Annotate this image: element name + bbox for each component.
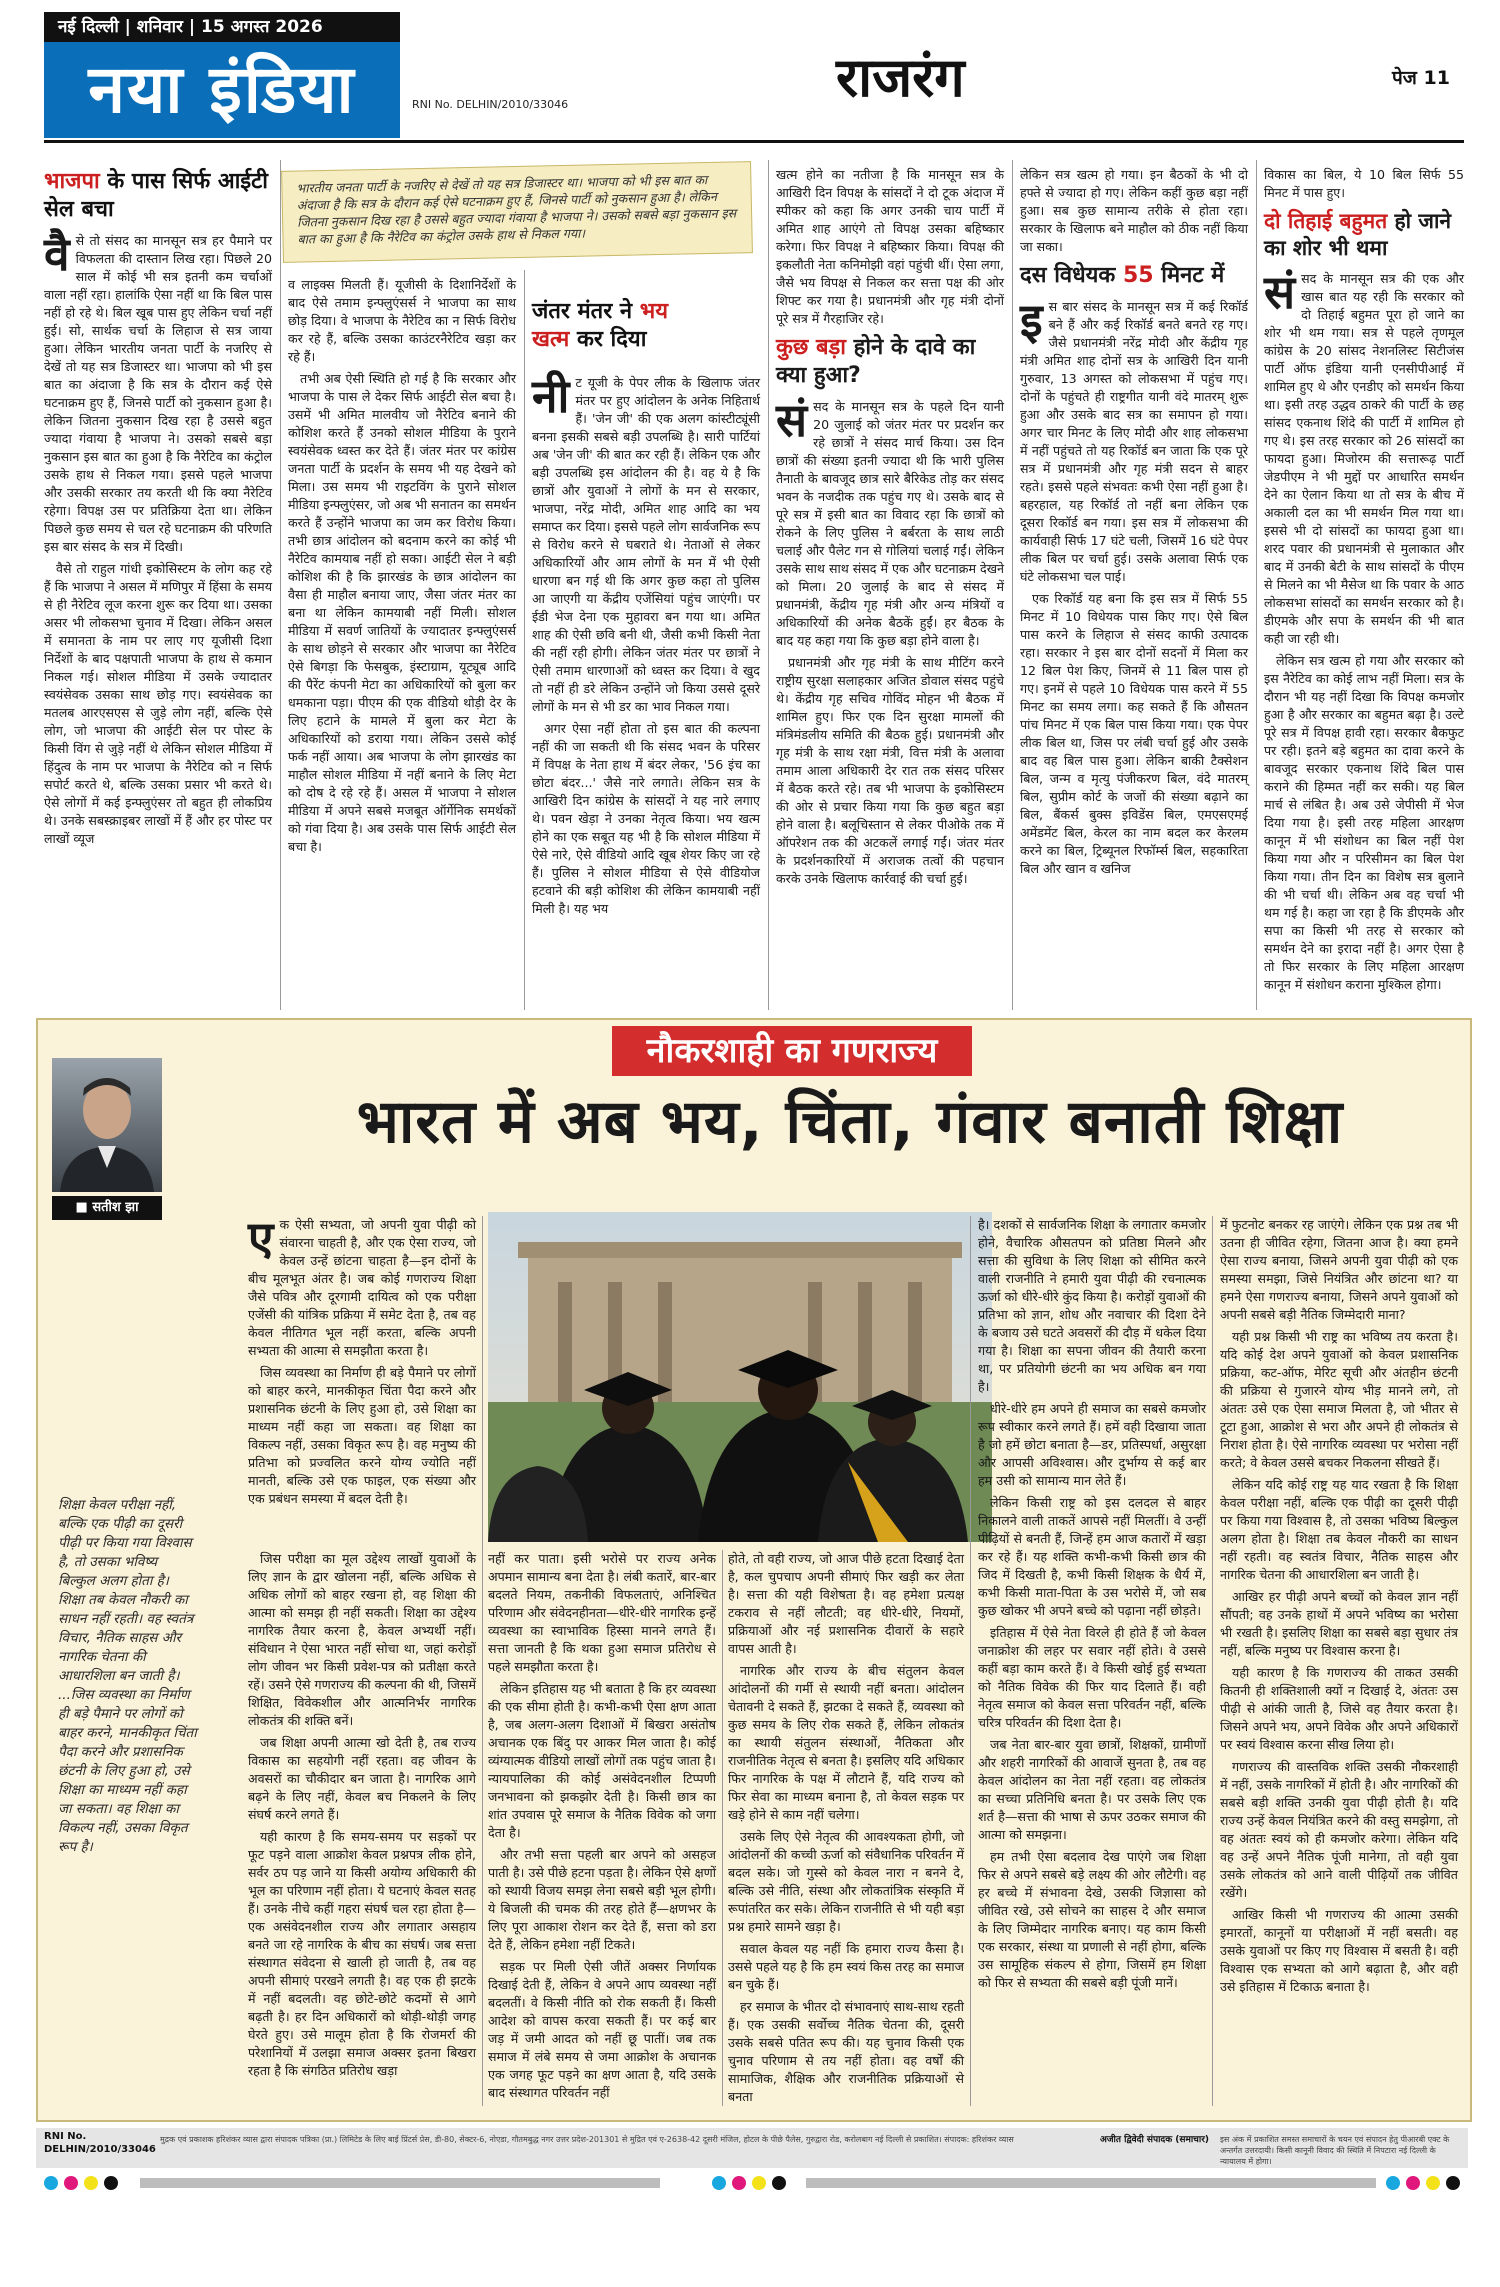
article2-headline-red1: भय <box>639 299 668 324</box>
feature-c4p3: लेकिन किसी राष्ट्र को इस दलदल से बाहर निकालने वाली ताकतें आपसे नहीं मिलतीं। वे उन्हीं पीढ़ियों से बनती हैं, जिन्हें हम आज कतारों में खड़ा कर रहे हैं। यह शक्ति कभी-कभी किसी छात्र की जिद में दिखती है, कभी किसी शिक्षक के धैर्य में, कभी किसी माता-पिता के उस भरोसे में, जो सब कुछ खोकर भी अपने बच्चे को पढ़ाना नहीं छोड़ते। <box>978 1495 1206 1618</box>
feature-c3p3: उसके लिए ऐसे नेतृत्व की आवश्यकता होगी, जो आंदोलनों की कच्ची ऊर्जा को संवैधानिक परिवर्तन में बदल सके। जो गुस्से को केवल नारा न बनने दे, बल्कि उसे नीति, संस्था और लोकतांत्रिक संस्कृति में रूपांतरित कर सके। लेकिन राजनीति से भी यही बड़ा प्रश्न हमारे सामने खड़ा है। <box>728 1829 964 1934</box>
article4-p2: एक रिकॉर्ड यह बना कि इस सत्र में सिर्फ 55 मिनट में 10 विधेयक पास किए गए। ऐसे बिल पास करने के लिहाज से संसद काफी उत्पादक रहा। सरकार ने इस बार दोनों सदनों में मिला कर 12 बिल पेश किए, जिनमें से 11 बिल पास हो गए। इनमें से पहले 10 विधेयक पास करने में 55 मिनट का समय लगा। कह सकते हैं कि औसतन पांच मिनट में एक बिल पास किया गया। एक पेपर लीक बिल था, जिस पर लंबी चर्चा हुई और उसके बाद वह बिल पास हुआ। लेकिन बाकी टैक्सेशन बिल, जन्म व मृत्यु पंजीकरण बिल, वंदे मातरम् बिल, सुप्रीम कोर्ट के जजों की संख्या बढ़ाने का बिल, बैंकर्स बुक्स इविडेंस बिल, एमएसएमई अमेंडमेंट बिल, केरल का नाम बदल कर केरलम करने का बिल, ट्रिब्यूनल रिफॉर्म्स बिल, सहकारिता बिल और खान व खनिज <box>1020 591 1248 876</box>
feature-c1p4: जब शिक्षा अपनी आत्मा खो देती है, तब राज्य विकास का सहयोगी नहीं रहता। वह जीवन के अवसरों का चौकीदार बन जाता है। नागरिक आगे बढ़ने के लिए नहीं, केवल बच निकलने के लिए संघर्ष करने लगते हैं। <box>248 1735 476 1822</box>
footer-rni: RNI No. DELHIN/2010/33046 <box>44 2131 156 2155</box>
article5-headline <box>1264 208 1464 262</box>
article5-headline-text: हो जाने का शोर भी थमा <box>1264 209 1452 260</box>
feature-col5 <box>1220 1216 1458 2000</box>
column-divider <box>1256 160 1257 1010</box>
article4-p1: स बार संसद के मानसून सत्र में कई रिकॉर्ड बने हैं और कई रिकॉर्ड बनते बनते रह गए। जैसे प्रधानमंत्री नरेंद्र मोदी और केंद्रीय गृह मंत्री अमित शाह दोनों सत्र के आखिरी दिन यानी गुरुवार, 13 अगस्त को लोकसभा में पहुंच गए। दोनों के पहुंचते ही राष्ट्रगीत यानी वंदे मातरम् शुरू हुआ और उसके बाद सत्र का समापन हो गया। अगर चार मिनट के लिए मोदी और शाह लोकसभा में नहीं पहुंचते तो यह रिकॉर्ड बन जाता कि एक पूरे सत्र में प्रधानमंत्री और गृह मंत्री सदन से बाहर रहते। इससे पहले संभवतः कभी ऐसा नहीं हुआ है। बहरहाल, यह रिकॉर्ड तो नहीं बना लेकिन एक दूसरा रिकॉर्ड बन गया। इस सत्र में लोकसभा की कार्यवाही सिर्फ 17 घंटे चली, जिसमें 16 घंटे पेपर लीक बिल पर चर्चा हुई। उसके अलावा सिर्फ एक घंटे लोकसभा चल पाई। <box>1020 299 1248 584</box>
feature-c4p6: हम तभी ऐसा बदलाव देख पाएंगे जब शिक्षा फिर से अपने सबसे बड़े लक्ष्य की ओर लौटेगी। वह हर बच्चे में संभावना देखे, उसकी जिज्ञासा को जीवित रखे, उसे सोचने का साहस दे और समाज के लिए जिम्मेदार नागरिक बनाए। यह काम किसी एक सरकार, संस्था या प्रणाली से नहीं होगा, बल्कि उस सामूहिक संकल्प से होगा, जिसमें हम शिक्षा को फिर से सभ्यता की सबसे बड़ी पूंजी मानें। <box>978 1849 1206 1990</box>
article3-p2: प्रधानमंत्री और गृह मंत्री के साथ मीटिंग करने राष्ट्रीय सुरक्षा सलाहकार अजित डोवाल संसद पहुंचे थे। केंद्रीय गृह सचिव गोविंद मोहन भी बैठक में शामिल हुए। फिर एक दिन सुरक्षा मामलों की मंत्रिमंडलीय समिति की बैठक हुई। प्रधानमंत्री और गृह मंत्री के साथ रक्षा मंत्री, वित्त मंत्री के अलावा तमाम आला अधिकारी देर रात तक संसद परिसर में बैठक करते रहे। तब भी भाजपा के इकोसिस्टम की ओर से प्रचार किया गया कि कुछ बहुत बड़ा होने वाला है। बलूचिस्तान से लेकर पीओके तक में ऑपरेशन तक की अटकलें लगाई गईं। जंतर मंतर के प्रदर्शनकारियों में अराजक तत्वों की पहचान करके उनके खिलाफ कार्रवाई की चर्चा हुई। <box>776 655 1004 886</box>
feature-dropcap: ए <box>248 1211 274 1265</box>
graduation-scene-icon <box>488 1212 992 1542</box>
article2-col <box>532 369 760 922</box>
article1-c2p2: तभी अब ऐसी स्थिति हो गई है कि सरकार और भाजपा के पास ले देकर सिर्फ आईटी सेल बचा है। उसमें भी अमित मालवीय जो नैरेटिव बनाने की कोशिश करते हैं उनको सोशल मीडिया के पुराने स्वयंसेवक ध्वस्त कर देते हैं। जंतर मंतर पर कांग्रेस जनता पार्टी के प्रदर्शन के समय भी यह देखने को मिला। उस समय भी राइटविंग के पुराने सोशल मीडिया इन्फ्लुएंसर, जो अब भी सनातन का समर्थन करते हैं उन्होंने भाजपा का जम कर विरोध किया। तभी छात्र आंदोलन को बदनाम करने का कोई भी नैरेटिव कामयाब नहीं हो सका। आईटी सेल ने बड़ी कोशिश की है कि झारखंड के छात्र आंदोलन का वैसा ही माहौल बनाया जाए, जैसा जंतर मंतर का बना था लेकिन कामयाबी नहीं मिली। सोशल मीडिया में सवर्ण जातियों के ज्यादातर इन्फ्लुएंसर्स के साथ छोड़ने से सरकार और भाजपा का नैरेटिव ऐसे बिगड़ा कि फेसबुक, इंस्टाग्राम, यूट्यूब आदि की पैरेंट कंपनी मेटा का अधिकारियों को बुला कर धमकाना पड़ा। पीएम की एक वीडियो थोड़ी देर के लिए हटाने के मामले में बुला कर मेटा के अधिकारियों को डराया गया। लेकिन उससे कोई फर्क नहीं आया। अब भाजपा के लोग झारखंड का माहौल सोशल मीडिया में नहीं बनाने के लिए मेटा को दोष दे रहे रहे हैं। असल में भाजपा ने सोशल मीडिया में अपने सबसे मजबूत ऑर्गेनिक समर्थकों को गंवा दिया है। अब उसके पास सिर्फ आईटी सेल बचा है। <box>288 371 516 854</box>
black-dot-icon <box>104 2176 118 2190</box>
article2-headline-text: जंतर मंतर ने <box>532 299 640 324</box>
article3-headline <box>776 334 1004 390</box>
article4-headline-rest: मिनट में <box>1153 263 1225 288</box>
feature-c5p3: लेकिन यदि कोई राष्ट्र यह याद रखता है कि शिक्षा केवल परीक्षा नहीं, बल्कि एक पीढ़ी का दूसरी पीढ़ी पर किया गया विश्वास है, तो उसका भविष्य बिल्कुल अलग होता है। शिक्षा तब केवल नौकरी का साधन नहीं रहती। वह स्वतंत्र विचार, नैतिक साहस और नागरिक चेतना की आधारशिला बन जाती है। <box>1220 1477 1458 1582</box>
column-divider <box>524 270 525 1010</box>
article4-col <box>1020 166 1248 882</box>
article5-headline-red: दो तिहाई बहुमत <box>1264 209 1388 233</box>
page-number: पेज 11 <box>1392 67 1450 89</box>
feature-c2p4: सड़क पर मिली ऐसी जीतें अक्सर निर्णायक दिखाई देती हैं, लेकिन वे अपने आप व्यवस्था नहीं बदलतीं। वे किसी नीति को रोक सकती हैं। किसी आदेश को वापस करवा सकती हैं। पर कई बार जड़ में जमी आदत को नहीं छू पातीं। जब तक समाज में लंबे समय से जमा आक्रोश के अचानक एक जगह फूट पड़ने का क्षण आता है, यदि उसके बाद संस्थागत परिवर्तन नहीं <box>488 1959 716 2100</box>
feature-col1b <box>248 1550 476 2084</box>
article3-col <box>776 166 1004 892</box>
feature-col1a <box>248 1211 476 1512</box>
article4-headline-text: दस विधेयक <box>1020 263 1123 288</box>
article4-p0: लेकिन सत्र खत्म हो गया। इन बैठकों के भी दो हफ्ते से ज्यादा हो गए। लेकिन कहीं कुछ बड़ा नहीं हुआ। सब कुछ सामान्य तरीके से होता रहा। सरकार के खिलाफ बने माहौल को ठीक नहीं किया जा सका। <box>1020 167 1248 254</box>
side-quote: शिक्षा केवल परीक्षा नहीं, बल्कि एक पीढ़ी का दूसरी पीढ़ी पर किया गया विश्वास है, तो उसका भविष्य बिल्कुल अलग होता है। शिक्षा तब केवल नौकरी का साधन नहीं रहती। वह स्वतंत्र विचार, नैतिक साहस और नागरिक चेतना की आधारशिला बन जाती है। ...जिस व्यवस्था का निर्माण ही बड़े पैमाने पर लोगों को बाहर करने, मानकीकृत चिंता पैदा करने और प्रशासनिक छंटनी के लिए हुआ हो, उसे शिक्षा का माध्यम नहीं कहा जा सकता। वह शिक्षा का विकल्प नहीं, उसका विकृत रूप है। <box>58 1497 197 1855</box>
registration-dots-left <box>44 2176 118 2190</box>
newspaper-logo: नया इंडिया <box>44 42 400 138</box>
feature-c1p3: जिस परीक्षा का मूल उद्देश्य लाखों युवाओं के लिए ज्ञान के द्वार खोलना नहीं, बल्कि अधिक से अधिक लोगों को बाहर रखना हो, वह शिक्षा की आत्मा को समझ ही नहीं सकती। शिक्षा का उद्देश्य नागरिक तैयार करना है, केवल अभ्यर्थी नहीं। संविधान ने ऐसा भारत नहीं सोचा था, जहां करोड़ों लोग जीवन भर किसी प्रवेश-पत्र को प्रतीक्षा करते रहें। उसने ऐसे गणराज्य की कल्पना की थी, जिसमें शिक्षित, विवेकशील और आत्मनिर्भर नागरिक लोकतंत्र की शक्ति बनें। <box>248 1551 476 1728</box>
article3-headline-red: कुछ बड़ा <box>776 335 847 360</box>
pull-quote: भारतीय जनता पार्टी के नजरिए से देखें तो यह सत्र डिजास्टर था। भाजपा को भी इस बात का अंदाजा है कि सत्र के दौरान कई ऐसे घटनाक्रम हुए हैं, जिनसे पार्टी को नुकसान हुआ है। लेकिन जितना नुकसान दिख रहा है उससे बहुत ज्यादा गंवाया है भाजपा ने। उसको सबसे बड़ा नुकसान इस बात का हुआ है कि नैरेटिव का कंट्रोल उसके हाथ से निकल गया। <box>281 161 753 263</box>
article1-p1: से तो संसद का मानसून सत्र हर पैमाने पर विफलता की दास्तान लिख रहा। पिछले 20 साल में कोई भी सत्र इतनी कम चर्चाओं वाला नहीं रहा। हालांकि ऐसा नहीं था कि बिल पास नहीं हो रहे थे। बिल खूब पास हुए लेकिन चर्चा नहीं हुई। सो, सार्थक चर्चा के लिहाज से सत्र जाया हुआ। लेकिन भारतीय जनता पार्टी के नजरिए से देखें तो यह सत्र डिजास्टर था। भाजपा को भी इस बात का अंदाजा है कि सत्र के दौरान कई ऐसे घटनाक्रम हुए हैं, जिनसे पार्टी को नुकसान हुआ है। लेकिन जितना नुकसान दिख रहा है उससे बहुत ज्यादा गंवाया है भाजपा ने। उसको सबसे बड़ा नुकसान इस बात का हुआ है कि नैरेटिव का कंट्रोल उसके हाथ से निकल गया। इससे पहले भाजपा और उसकी सरकार तय करती थी कि क्या नैरेटिव रहेगा। विपक्ष उस पर प्रतिक्रिया देता था। लेकिन पिछले कुछ समय से चल रहे घटनाक्रम की परिणति इस बार संसद के सत्र में दिखी। <box>44 233 272 554</box>
article1-headline-red: भाजपा <box>44 169 100 194</box>
author-name-text: सतीश झा <box>92 1200 139 1215</box>
magenta-dot-icon <box>64 2176 78 2190</box>
magenta-dot-icon <box>732 2176 746 2190</box>
feature-c1p5: यही कारण है कि समय-समय पर सड़कों पर फूट पड़ने वाला आक्रोश केवल प्रश्नपत्र लीक होने, सर्वर ठप पड़ जाने या किसी अयोग्य अधिकारी की भूल का परिणाम नहीं होता। ये घटनाएं केवल सतह हैं। उनके नीचे कहीं गहरा संघर्ष चल रहा होता है—एक असंवेदनशील राज्य और लगातार असहाय बनते जा रहे नागरिक के बीच का संघर्ष। जब सत्ता संस्थागत संवेदना से खाली हो जाती है, तब वह अपनी सीमाएं परखने लगती है। वह एक ही झटके में नहीं बदलती। वह छोटे-छोटे कदमों से आगे बढ़ती है। हर दिन अधिकारों को थोड़ी-थोड़ी जगह घेरते हुए। उसे मालूम होता है कि रोजमर्रा की परेशानियों में उलझा समाज अक्सर इतना बिखरा रहता है कि संगठित प्रतिरोध खड़ा <box>248 1829 476 2078</box>
author-photo <box>52 1058 162 1192</box>
section-title: राजरंग <box>836 46 965 109</box>
column-divider <box>970 1216 971 2106</box>
feature-c3p4: सवाल केवल यह नहीं कि हमारा राज्य कैसा है। उससे पहले यह है कि हम स्वयं किस तरह का समाज बन चुके हैं। <box>728 1941 964 1992</box>
article4-headline-red: 55 <box>1123 263 1154 288</box>
feature-c5p1: में फुटनोट बनकर रह जाएंगे। लेकिन एक प्रश्न तब भी उतना ही जीवित रहेगा, जितना आज है। क्या हमने ऐसा राज्य बनाया, जिसने अपनी युवा पीढ़ी को एक समस्या समझा, जिसे नियंत्रित और छांटना था? या हमने ऐसा गणराज्य बनाया, जिसने अपने युवाओं को अपनी सबसे बड़ी नैतिक जिम्मेदारी माना? <box>1220 1217 1458 1322</box>
article3-p1: सद के मानसून सत्र के पहले दिन यानी 20 जुलाई को जंतर मंतर पर प्रदर्शन कर रहे छात्रों ने संसद मार्च किया। उस दिन छात्रों की संख्या इतनी ज्यादा थी कि भारी पुलिस तैनाती के बावजूद छात्र सारे बैरिकेड तोड़ कर संसद भवन के नजदीक तक पहुंच गए थे। उसके बाद से पूरे सत्र में इसी बात का विवाद रहा कि छात्रों को रोकने के लिए पुलिस ने बर्बरता के साथ लाठी चलाई और पैलेट गन से गोलियां चलाई गईं। लेकिन उसके साथ साथ संसद में एक और घटनाक्रम देखने को मिला। 20 जुलाई के बाद से संसद में प्रधानमंत्री, केंद्रीय गृह मंत्री और अन्य मंत्रियों व अधिकारियों की अनेक बैठकें हुईं। हर बैठक के बाद यह कहा गया कि कुछ बड़ा होने वाला है। <box>776 399 1004 648</box>
feature-c2p2: लेकिन इतिहास यह भी बताता है कि हर व्यवस्था की एक सीमा होती है। कभी-कभी ऐसा क्षण आता है, जब अलग-अलग दिशाओं में बिखरा असंतोष अचानक एक बिंदु पर आकर मिल जाता है। कोई व्यंग्यात्मक वीडियो लाखों लोगों तक पहुंच जाता है। न्यायपालिका की कोई असंवेदनशील टिप्पणी जनभावना को झकझोर देती है। किसी छात्र का शांत उपवास पूरे समाज के नैतिक विवेक को जगा देता है। <box>488 1681 716 1840</box>
column-divider <box>1012 160 1013 1010</box>
registration-dots-center <box>712 2176 786 2190</box>
black-dot-icon <box>1446 2176 1460 2190</box>
registration-bar <box>806 2178 1376 2188</box>
article2-headline-rest: कर दिया <box>569 326 647 352</box>
feature-c4p2: धीरे-धीरे हम अपने ही समाज का सबसे कमजोर रूप स्वीकार करने लगते हैं। हमें वही दिखाया जाता है जो हमें छोटा बनाता है—डर, प्रतिस्पर्धा, असुरक्षा और आपसी अविश्वास। और दुर्भाग्य से कई बार हम उसी को सामान्य मान लेते हैं। <box>978 1401 1206 1488</box>
article2-p2: अगर ऐसा नहीं होता तो इस बात की कल्पना नहीं की जा सकती थी कि संसद भवन के परिसर में विपक्ष के नेता हाथ में बंदर लेकर, '56 इंच का छोटा बंदर...' जैसे नारे लगाते। लेकिन सत्र के आखिरी दिन कांग्रेस के सांसदों ने यह नारे लगाए थे। पवन खेड़ा ने उनका नेतृत्व किया। भय खत्म होने का एक सबूत यह भी है कि सोशल मीडिया में ऐसे नारे, ऐसे वीडियो आदि खूब शेयर किए जा रहे हैं। पुलिस ने सोशल मीडिया से ऐसे वीडियोज हटवाने की बड़ी कोशिश की लेकिन कामयाबी नहीं मिली है। यह भय <box>532 721 760 916</box>
header-rule <box>44 140 1464 143</box>
article4-dropcap: इ <box>1020 293 1043 347</box>
feature-col4 <box>978 1216 1206 1996</box>
feature-headline: भारत में अब भय, चिंता, गंवार बनाती शिक्षा <box>356 1087 1344 1157</box>
article1-headline-text: के पास सिर्फ आईटी सेल बचा <box>44 169 268 222</box>
feature-c2p3: और तभी सत्ता पहली बार अपने को असहज पाती है। उसे पीछे हटना पड़ता है। लेकिन ऐसे क्षणों को स्थायी विजय समझ लेना सबसे बड़ी भूल होगी। ये बिजली की चमक की तरह होते हैं—क्षणभर के लिए पूरा आकाश रोशन कर देते हैं, सत्ता को डरा देते हैं, लेकिन हमेशा नहीं टिकते। <box>488 1847 716 1952</box>
feature-c1p2: जिस व्यवस्था का निर्माण ही बड़े पैमाने पर लोगों को बाहर करने, मानकीकृत चिंता पैदा करने और प्रशासनिक छंटनी के लिए हुआ हो, उसे शिक्षा का माध्यम नहीं कहा जा सकता। वह शिक्षा का विकल्प नहीं, उसका विकृत रूप है। वह मनुष्य की प्रतिभा को प्रज्वलित करने योग्य ज्योति नहीं मानती, बल्कि उसे एक फाइल, एक संख्या और एक प्रबंधन समस्या में बदल देती है। <box>248 1365 476 1506</box>
article5-p2: लेकिन सत्र खत्म हो गया और सरकार को इस नैरेटिव का कोई लाभ नहीं मिला। सत्र के दौरान भी यह नहीं दिखा कि विपक्ष कमजोर हुआ है और सरकार का बहुमत बढ़ा है। उल्टे पूरे सत्र में विपक्ष हावी रहा। सरकार बैकफुट पर रही। इतने बड़े बहुमत का दावा करने के बावजूद सरकार एकनाथ शिंदे बिल पास कराने की हिम्मत नहीं कर सकी। यह बिल मार्च से लंबित है। अब उसे जेपीसी में भेज दिया गया है। इसी तरह महिला आरक्षण कानून में भी संशोधन का बिल नहीं पेश किया गया और न परिसीमन का बिल पेश किया गया। तीन दिन का विशेष सत्र बुलाने की भी चर्चा थी। लेकिन अब वह चर्चा भी थम गई है। कहा जा रहा है कि डीएमके और सपा का किसी भी तरह से सरकार को समर्थन देने का इरादा नहीं है। अगर ऐसा है तो फिर सरकार के लिए महिला आरक्षण कानून में संशोधन कराना मुश्किल होगा। <box>1264 653 1464 992</box>
feature-col2 <box>488 1550 716 2106</box>
feature-c4p5: जब नेता बार-बार युवा छात्रों, शिक्षकों, ग्रामीणों और शहरी नागरिकों की आवाजें सुनता है, तब वह केवल आंदोलन का नेता नहीं रहता। वह लोकतंत्र का सच्चा प्रतिनिधि बनता है। पर उसके लिए एक शर्त है—सत्ता की भाषा से ऊपर उठकर समाज की आत्मा को समझना। <box>978 1737 1206 1842</box>
article1-p2: वैसे तो राहुल गांधी इकोसिस्टम के लोग कह रहे हैं कि भाजपा ने असल में मणिपुर में हिंसा के समय से ही नैरेटिव लूज करना शुरू कर दिया था। उसका असर भी लोकसभा चुनाव में दिखा। लेकिन असल में समानता के नाम पर लाए गए यूजीसी दिशा निर्देशों के बाद पक्षपाती भाजपा के हाथ से कमान निकल गई। सोशल मीडिया में उसके ज्यादातर स्वयंसेवक उसका साथ छोड़ गए। स्वयंसेवक का मतलब आरएसएस से जुड़े लोग नहीं, बल्कि ऐसे लोग, जो भाजपा की आईटी सेल पर पोस्ट के किसी विंग से जुड़े नहीं थे लेकिन सोशल मीडिया में हिंदुत्व के नाम पर भाजपा के नैरेटिव को न सिर्फ सपोर्ट करते थे, बल्कि उसका प्रसार भी करते थे। ऐसे लोगों में कई इन्फ्लुएंसर तो बहुत ही लोकप्रिय थे। उनके सबस्क्राइबर लाखों में हैं और हर पोस्ट पर लाखों व्यूज <box>44 561 272 846</box>
cyan-dot-icon <box>712 2176 726 2190</box>
magenta-dot-icon <box>1406 2176 1420 2190</box>
article2-p1: ट यूजी के पेपर लीक के खिलाफ जंतर मंतर पर हुए आंदोलन के अनेक निहितार्थ हैं। 'जेन जी' की एक अलग कांस्टीट्यूंसी बनना इसकी सबसे बड़ी उपलब्धि है। सारी पार्टियां अब 'जेन जी' की बात कर रही हैं। लेकिन एक और बड़ी उपलब्धि इस आंदोलन की है। वह ये है कि छात्रों और युवाओं ने लोगों के मन से सरकार, भाजपा, नरेंद्र मोदी, अमित शाह आदि का भय समाप्त कर दिया। इससे पहले लोग सार्वजनिक रूप से विरोध करने से घबराते थे। नेताओं से लेकर अधिकारियों और आम लोगों के मन में भी ऐसी धारणा बन गई थी कि अगर कुछ कहा तो पुलिस आ जाएगी या केंद्रीय एजेंसियां पहुंच जाएंगी। पर ईडी भेज देना एक मुहावरा बन गया था। अमित शाह की ऐसी छवि बनी थी, जैसी कभी किसी नेता की नहीं रही होगी। लेकिन जंतर मंतर पर छात्रों ने ऐसी तमाम धारणाओं को ध्वस्त कर दिया। वे खुद तो नहीं ही डरे लेकिन उन्होंने जो किया उससे दूसरे लोगों के मन से भी डर का भाव निकल गया। <box>532 375 760 714</box>
article2-dropcap: नी <box>532 369 570 423</box>
feature-c5p7: आखिर किसी भी गणराज्य की आत्मा उसकी इमारतों, कानूनों या परीक्षाओं में नहीं बसती। वह उसके युवाओं पर किए गए विश्वास में बसती है। वही विश्वास एक सभ्यता को आगे बढ़ाता है, और वही उसे इतिहास में टिकाऊ बनाता है। <box>1220 1907 1458 1994</box>
article5-col <box>1264 166 1464 998</box>
rni-number: RNI No. DELHIN/2010/33046 <box>412 98 569 111</box>
column-divider <box>768 160 769 1010</box>
cyan-dot-icon <box>44 2176 58 2190</box>
feature-c5p4: आखिर हर पीढ़ी अपने बच्चों को केवल ज्ञान नहीं सौंपती; वह उनके हाथों में अपने भविष्य का भरोसा भी रखती है। इसलिए शिक्षा का सबसे बड़ा सुधार तंत्र नहीं, बल्कि मनुष्य पर विश्वास करना है। <box>1220 1589 1458 1658</box>
article4-headline <box>1020 262 1248 290</box>
article2-headline <box>532 298 760 353</box>
article5-p0: विकास का बिल, ये 10 बिल सिर्फ 55 मिनट में पास हुए। <box>1264 167 1464 200</box>
footer-editor: अजीत द्विवेदी संपादक (समाचार) <box>1100 2135 1210 2145</box>
column-divider <box>722 1550 723 2106</box>
column-divider <box>280 160 281 1010</box>
feature-c3p1: होते, तो वही राज्य, जो आज पीछे हटता दिखाई देता है, कल चुपचाप अपनी सीमाएं फिर खड़ी कर लेता है। सत्ता की यही विशेषता है। वह हमेशा प्रत्यक्ष टकराव से नहीं लौटती; वह धीरे-धीरे, नियमों, प्रक्रियाओं और नई प्रशासनिक दीवारों के सहारे वापस आती है। <box>728 1551 964 1656</box>
graduates-photo <box>488 1212 992 1542</box>
author-name: ■ सतीश झा <box>52 1196 162 1220</box>
yellow-dot-icon <box>84 2176 98 2190</box>
yellow-dot-icon <box>752 2176 766 2190</box>
column-divider <box>1212 1216 1213 2106</box>
black-dot-icon <box>772 2176 786 2190</box>
column-divider <box>482 1216 483 2106</box>
article3-p0: खत्म होने का नतीजा है कि मानसून सत्र के आखिरी दिन विपक्ष के सांसदों ने दो टूक अंदाज में स्पीकर को कहा कि अगर उनकी चाय पार्टी में अमित शाह आएंगे तो विपक्ष उसका बहिष्कार करेगा। फिर विपक्ष ने बहिष्कार किया। विपक्ष की इकलौती नेता कनिमोझी वहां पहुंची थीं। ऐसा लगा, जैसे भय विपक्ष से निकल कर सत्ता पक्ष की ओर शिफ्ट कर गया है। प्रधानमंत्री और गृह मंत्री दोनों पूरे सत्र में गैरहाजिर रहे। <box>776 167 1004 326</box>
footer-print-line: मुद्रक एवं प्रकाशक हरिशंकर व्यास द्वारा संपादक पत्रिका (प्रा.) लिमिटेड के लिए बाई प्रिंटर्स प्रेस, डी-80, सेक्टर-6, नोएडा, गौतमबुद्ध नगर उत्तर प्रदेश-201301 से मुद्रित एवं ए-2638-42 दूसरी मंजिल, होटल के पीछे पैलेस, गुरुद्वारा रोड, करोलबाग नई दिल्ली से प्रकाशित। संपादक: हरिशंकर व्यास <box>160 2135 1014 2144</box>
registration-dots-right <box>1386 2176 1460 2190</box>
feature-c5p6: गणराज्य की वास्तविक शक्ति उसकी नौकरशाही में नहीं, उसके नागरिकों में होती है। और नागरिकों की सबसे बड़ी शक्ति उनकी युवा पीढ़ी होती है। यदि राज्य उन्हें केवल नियंत्रित करने की वस्तु समझेगा, तो वह अंततः स्वयं को ही कमजोर करेगा। लेकिन यदि वह उन्हें अपने नैतिक पूंजी मानेगा, तो वही युवा उसके लोकतंत्र को आने वाली पीढ़ियों तक जीवित रखेंगे। <box>1220 1759 1458 1900</box>
feature-c5p5: यही कारण है कि गणराज्य की ताकत उसकी कितनी ही शक्तिशाली क्यों न दिखाई दे, अंततः उस पीढ़ी से आंकी जाती है, जिसे वह तैयार करता है। जिसने अपने भय, अपने विवेक और अपने अधिकारों पर स्वयं विश्वास करना सीख लिया हो। <box>1220 1665 1458 1752</box>
yellow-dot-icon <box>1426 2176 1440 2190</box>
article5-p1: सद के मानसून सत्र की एक और खास बात यह रही कि सरकार को दो तिहाई बहुमत पूरा हो जाने का शोर भी थम गया। सत्र से पहले तृणमूल कांग्रेस के 20 सांसद नेशनलिस्ट सिटीजंस पार्टी ऑफ इंडिया यानी एनसीपीआई में शामिल हुए थे और एनडीए को समर्थन किया था। इसी तरह उद्धव ठाकरे की पार्टी के छह सांसद एकनाथ शिंदे की पार्टी में शामिल हो गए थे। इस तरह सरकार को 26 सांसदों का फायदा हुआ। मिजोरम की सत्तारूढ़ पार्टी जेडपीएम ने भी मुद्दों पर आधारित समर्थन देने का ऐलान किया था तो सत्र के बीच में अकाली दल का भी समर्थन मिल गया था। इससे भी दो सांसदों का फायदा हुआ था। शरद पवार की प्रधानमंत्री से मुलाकात और बाद में उनकी बेटी के साथ सांसदों के पीएम से मिलने का भी मैसेज था कि पवार के आठ लोकसभा सांसदों का समर्थन सरकार को है। डीएमके और सपा के समर्थन की भी बात कही जा रही थी। <box>1264 271 1464 646</box>
feature-c5p2: यही प्रश्न किसी भी राष्ट्र का भविष्य तय करता है। यदि कोई देश अपने युवाओं को केवल प्रशासनिक प्रक्रिया, कट-ऑफ, मेरिट सूची और अंतहीन छंटनी की प्रक्रिया से गुजारने योग्य भीड़ मानने लगे, तो अंततः उसे एक ऐसा समाज मिलता है, जो भीतर से टूटा हुआ, आक्रोश से भरा और अपने ही लोकतंत्र से निराश होता है। ऐसे नागरिक व्यवस्था पर भरोसा नहीं करते; वे केवल उससे बचकर निकलना सीखते हैं। <box>1220 1329 1458 1470</box>
article2-headline-red2: खत्म <box>532 326 570 352</box>
feature-c3p5: हर समाज के भीतर दो संभावनाएं साथ-साथ रहती हैं। एक उसकी सर्वोच्च नैतिक चेतना की, दूसरी उसके सबसे पतित रूप की। यह चुनाव किसी एक चुनाव परिणाम से तय नहीं होता। वह वर्षों की सामाजिक, शैक्षिक और राजनीतिक प्रक्रियाओं से बनता <box>728 1999 964 2104</box>
footer-disclaimer: इस अंक में प्रकाशित समस्त समाचारों के चयन एवं संपादन हेतु पीआरबी एक्ट के अन्तर्गत उत्तरदायी। किसी कानूनी विवाद की स्थिति में निपटारा नई दिल्ली के न्यायालय में होगा। <box>1220 2135 1450 2166</box>
feature-c3p2: नागरिक और राज्य के बीच संतुलन केवल आंदोलनों की गर्मी से स्थायी नहीं बनता। आंदोलन चेतावनी दे सकते हैं, झटका दे सकते हैं, व्यवस्था को कुछ समय के लिए रोक सकते हैं, लेकिन लोकतंत्र का स्थायी संतुलन संस्थाओं, नैतिकता और राजनीतिक नेतृत्व से बनता है। इसलिए यदि अधिकार फिर नागरिक के पक्ष में लौटाने हैं, यदि राज्य को फिर सेवा का माध्यम बनाना है, तो केवल सड़क पर खड़े होने से काम नहीं चलेगा। <box>728 1663 964 1822</box>
article3-headline-text: होने के दावे का क्या हुआ? <box>776 335 976 388</box>
feature-col3 <box>728 1550 964 2110</box>
cyan-dot-icon <box>1386 2176 1400 2190</box>
article1-col2 <box>288 276 516 860</box>
author-silhouette-icon <box>52 1058 162 1192</box>
registration-bar <box>140 2178 660 2188</box>
dateline: नई दिल्ली | शनिवार | 15 अगस्त 2026 <box>44 12 400 42</box>
article1-dropcap: वै <box>44 227 70 281</box>
article3-dropcap: सं <box>776 393 808 447</box>
feature-c2p1: नहीं कर पाता। इसी भरोसे पर राज्य अनेक अपमान सामान्य बना देता है। लंबी कतारें, बार-बार बदलते नियम, तकनीकी विफलताएं, अनिश्चित परिणाम और संवेदनहीनता—धीरे-धीरे नागरिक इन्हें व्यवस्था का स्वाभाविक हिस्सा मानने लगते हैं। सत्ता जानती है कि थका हुआ समाज प्रतिरोध से पहले समझौता करता है। <box>488 1551 716 1674</box>
feature-kicker: नौकरशाही का गणराज्य <box>612 1026 972 1076</box>
article1-headline <box>44 168 272 223</box>
feature-c1p1: क ऐसी सभ्यता, जो अपनी युवा पीढ़ी को संवारना चाहती है, और एक ऐसा राज्य, जो केवल उन्हें छांटना चाहता है—इन दोनों के बीच मूलभूत अंतर है। जब कोई गणराज्य शिक्षा जैसे पवित्र और दूरगामी दायित्व को एक परीक्षा एजेंसी की यांत्रिक प्रक्रिया में समेट देता है, तब वह केवल नीतिगत भूल नहीं करता, बल्कि अपनी सभ्यता की आत्मा से समझौता करता है। <box>248 1217 476 1358</box>
article1-col1 <box>44 227 272 852</box>
article1-c2p1: व लाइक्स मिलती हैं। यूजीसी के दिशानिर्देशों के बाद ऐसे तमाम इन्फ्लुएंसर्स ने भाजपा का साथ छोड़ दिया। वे भाजपा के नैरेटिव का न सिर्फ विरोध कर रहे हैं, बल्कि उसका काउंटरनैरेटिव खड़ा कर रहे हैं। <box>288 277 516 364</box>
feature-c4p1: है। दशकों से सार्वजनिक शिक्षा के लगातार कमजोर होने, वैचारिक औसतपन को प्रतिष्ठा मिलने और सत्ता की सुविधा के लिए शिक्षा को सीमित करने वाली राजनीति ने हमारी युवा पीढ़ी की रचनात्मक ऊर्जा को धीरे-धीरे कुंद किया है। करोड़ों युवाओं की प्रतिभा को ज्ञान, शोध और नवाचार की दिशा देने के बजाय उसे घटते अवसरों की दौड़ में धकेल दिया गया है। शिक्षा का सपना जीवन की तैयारी करना था, पर प्रतियोगी छंटनी का भय अधिक बन गया है। <box>978 1217 1206 1394</box>
article5-dropcap: सं <box>1264 265 1296 319</box>
feature-c4p4: इतिहास में ऐसे नेता विरले ही होते हैं जो केवल जनाक्रोश की लहर पर सवार नहीं होते। वे उससे कहीं बड़ा काम करते हैं। वे किसी खोई हुई सभ्यता को नैतिक विवेक की फिर याद दिलाते हैं। वही नेतृत्व समाज को केवल सत्ता परिवर्तन नहीं, बल्कि चरित्र परिवर्तन की दिशा देता है। <box>978 1625 1206 1730</box>
